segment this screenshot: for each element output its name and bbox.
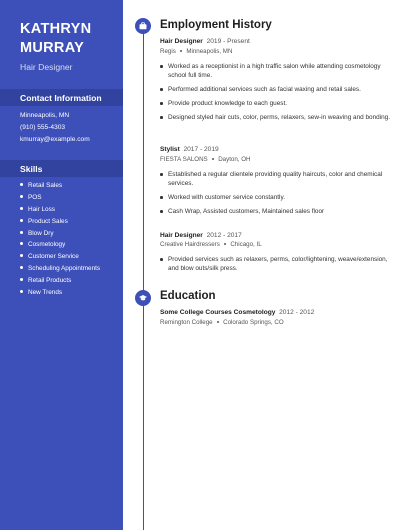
job-2-bullets <box>160 170 390 221</box>
company-name: Regis <box>160 48 176 55</box>
skill-item: POS <box>20 194 100 206</box>
skills-heading-band <box>0 160 123 177</box>
job-bullet: Performed additional services such as facial waxing and retail sales. <box>160 85 390 94</box>
job-dates: 2012 - 2017 <box>206 232 242 239</box>
job-bullet: Established a regular clientele providing quality haircuts, color and chemical services. <box>160 170 390 188</box>
skill-item: Retail Products <box>20 277 100 289</box>
job-title: Stylist <box>160 146 180 153</box>
timeline-line <box>143 26 144 530</box>
skill-item: Scheduling Appointments <box>20 265 100 277</box>
skill-item: Hair Loss <box>20 206 100 218</box>
job-3-company <box>160 241 262 248</box>
company-name: Creative Hairdressers <box>160 241 220 248</box>
company-name: FIESTA SALONS <box>160 156 208 163</box>
job-bullet: Provided services such as relaxers, perms, color/lightening, weave/extension, and blow outs/silk press. <box>160 255 390 273</box>
job-bullet: Worked as a receptionist in a high traffic salon while attending cosmetology school full time. <box>160 62 390 80</box>
job-bullet: Cash Wrap, Assisted customers, Maintained sales floor <box>160 207 390 216</box>
job-3-header <box>160 232 242 239</box>
job-3-bullets <box>160 255 390 278</box>
contact-location: Minneapolis, MN <box>20 112 70 119</box>
company-location: Minneapolis, MN <box>186 48 233 55</box>
job-2-company <box>160 156 251 163</box>
school-name: Remington College <box>160 319 213 326</box>
skill-item: Blow Dry <box>20 230 100 242</box>
job-title: Hair Designer <box>160 232 203 239</box>
job-title: Hair Designer <box>160 38 203 45</box>
skill-item: Product Sales <box>20 218 100 230</box>
job-bullet: Designed styled hair cuts, color, perms, relaxers, sew-in weaving and bonding. <box>160 113 390 122</box>
skill-item: Customer Service <box>20 253 100 265</box>
employment-heading: Employment History <box>160 19 272 31</box>
company-location: Dayton, OH <box>218 156 251 163</box>
education-entry-school <box>160 319 284 326</box>
skills-heading: Skills <box>20 164 43 174</box>
graduation-cap-icon <box>135 290 151 306</box>
contact-phone: (910) 555-4303 <box>20 124 66 131</box>
job-bullet: Worked with customer service constantly. <box>160 193 390 202</box>
education-entry-header <box>160 309 314 316</box>
education-dates: 2012 - 2012 <box>279 309 315 316</box>
contact-heading-band <box>0 89 123 106</box>
sidebar <box>0 0 123 530</box>
education-heading: Education <box>160 290 216 302</box>
job-dates: 2019 - Present <box>206 38 250 45</box>
job-bullet: Provide product knowledge to each guest. <box>160 99 390 108</box>
briefcase-icon <box>135 18 151 34</box>
first-name: KATHRYN <box>20 21 92 37</box>
skill-item: Cosmetology <box>20 241 100 253</box>
last-name: MURRAY <box>20 40 85 56</box>
contact-heading: Contact Information <box>20 93 102 103</box>
education-program: Some College Courses Cosmetology <box>160 309 276 316</box>
job-dates: 2017 - 2019 <box>183 146 219 153</box>
candidate-name <box>20 20 91 58</box>
skill-item: New Trends <box>20 289 100 301</box>
job-title: Hair Designer <box>20 62 73 72</box>
skills-list <box>20 182 100 301</box>
company-location: Chicago, IL <box>230 241 262 248</box>
job-2-header <box>160 146 219 153</box>
job-1-company <box>160 48 232 55</box>
job-1-header <box>160 38 250 45</box>
contact-email: kmurray@example.com <box>20 136 90 143</box>
skill-item: Retail Sales <box>20 182 100 194</box>
job-1-bullets <box>160 62 390 127</box>
school-location: Colorado Springs, CO <box>223 319 284 326</box>
